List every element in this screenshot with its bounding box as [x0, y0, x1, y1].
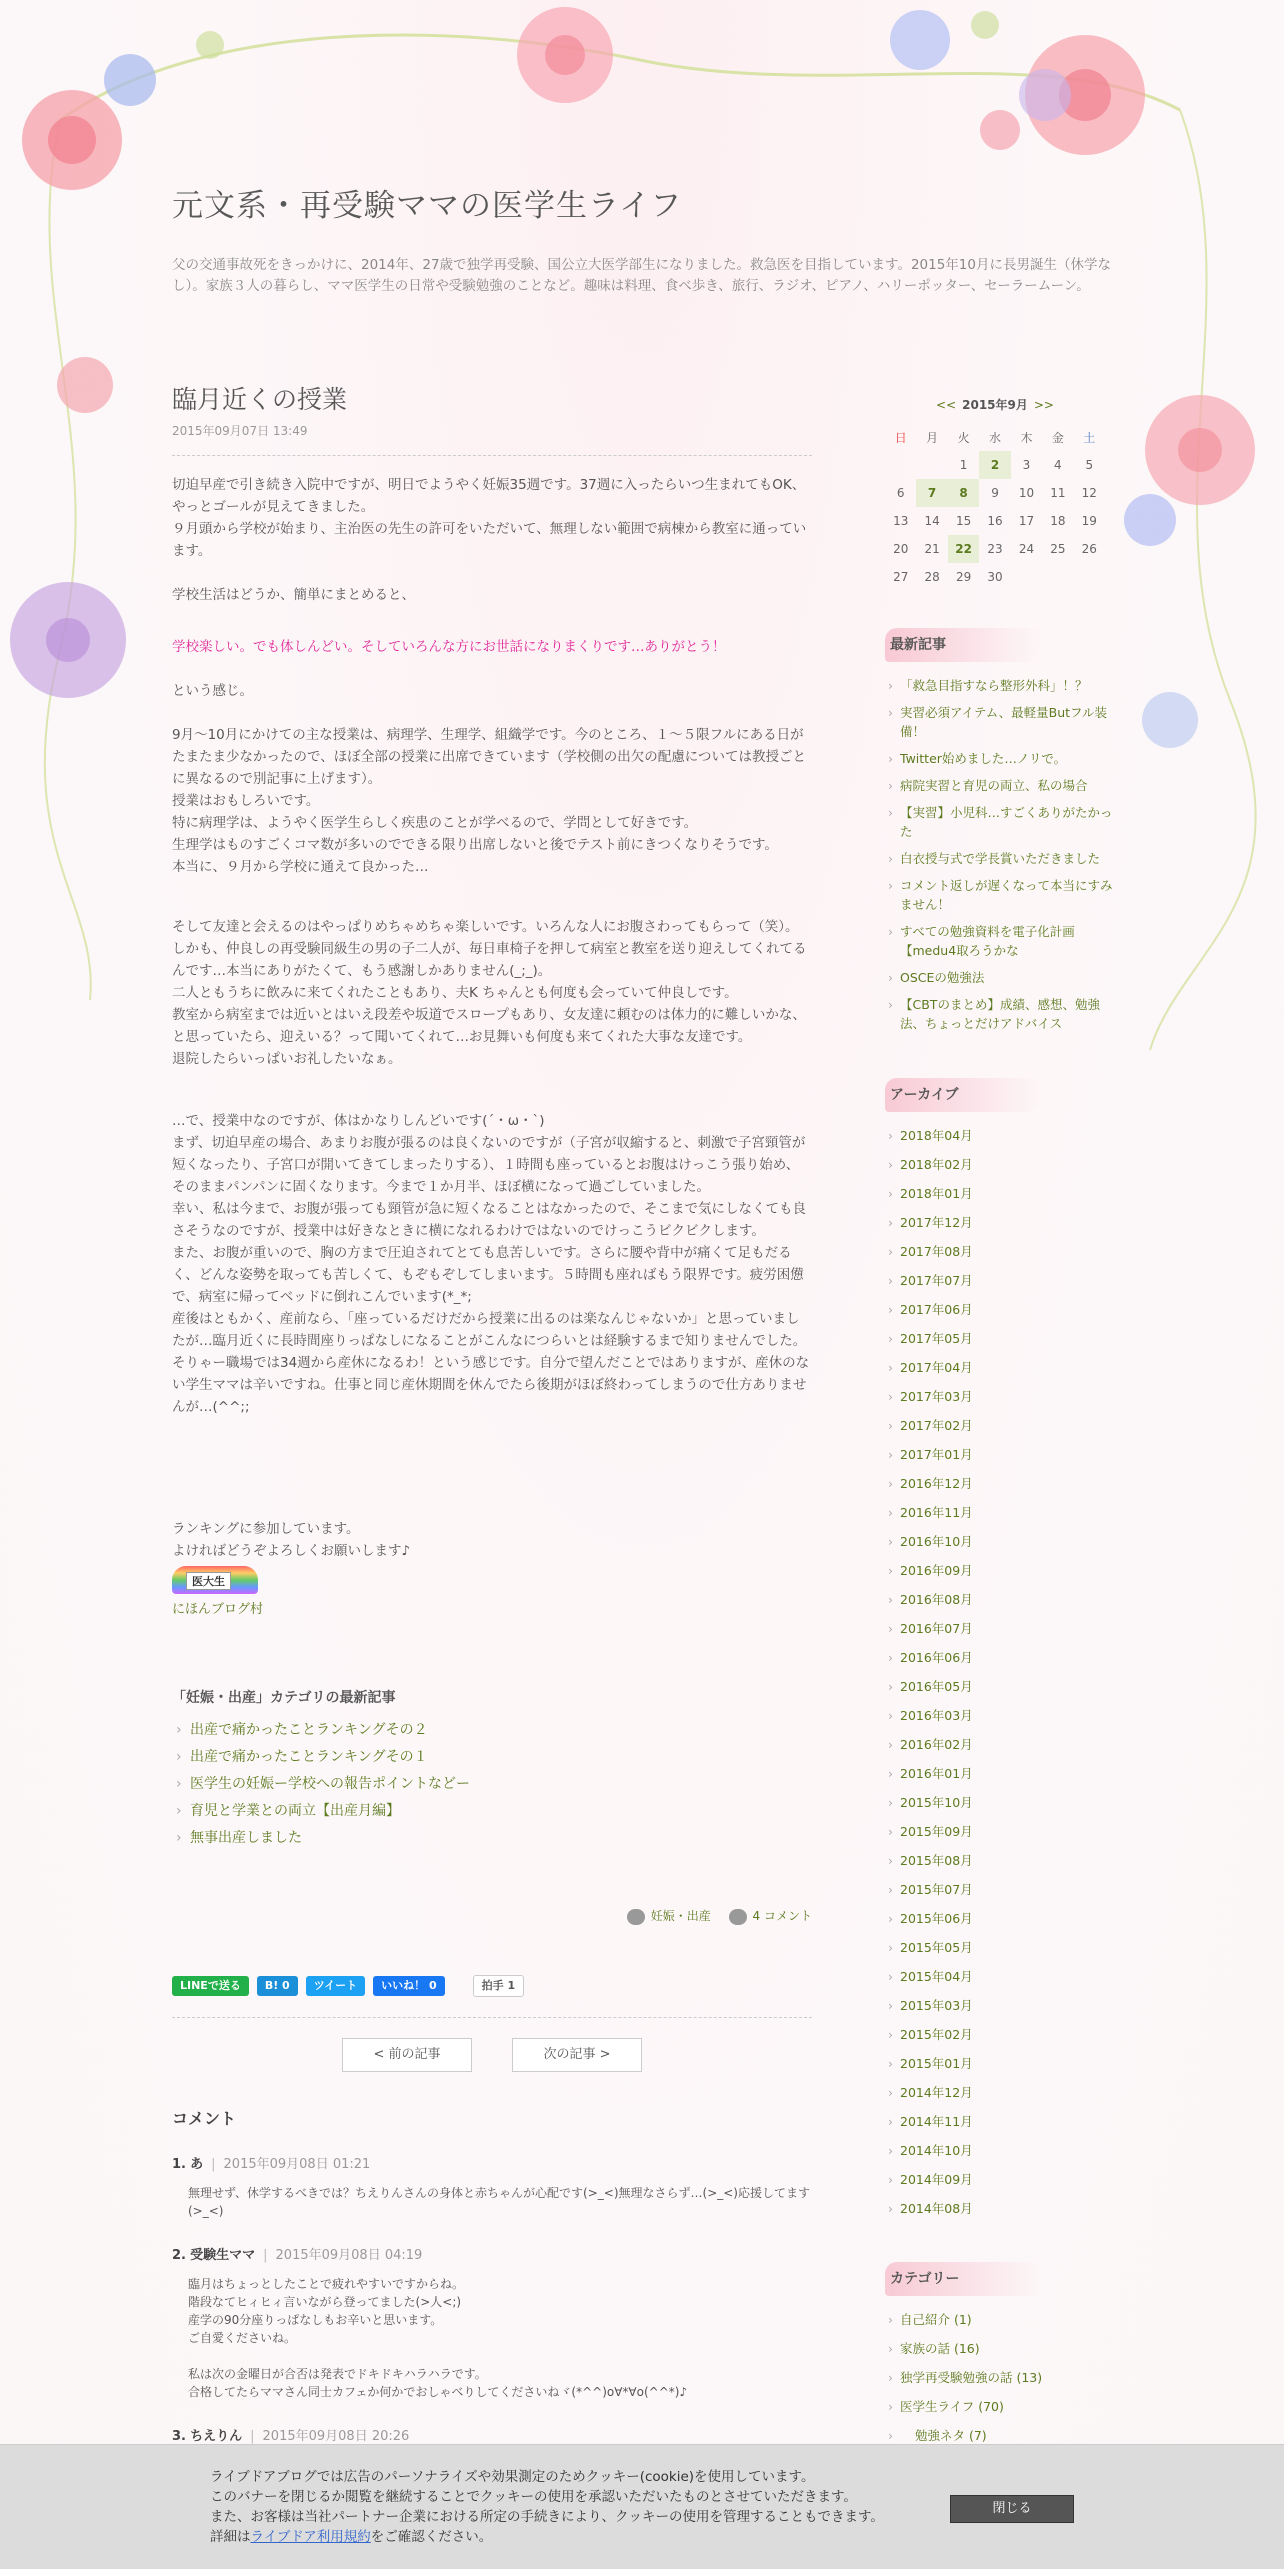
calendar-day: 30 [987, 570, 1003, 584]
post-navigation [172, 2017, 812, 2072]
comment-body: 臨月はちょっとしたことで疲れやすいですからね。 階段なてヒィヒィ言いながら登ってました(>人<;) 産学の90分座りっぱなしもお辛いと思います。 ご自愛くださいね。 私は次の金曜日が合否は発表でドキドキハラハラです。 合格してたらママさん同士カフェか何かでおしゃべりしてくださいねヾ(*^^)o∀*∀o(^^*)♪ [188, 2276, 688, 2399]
weekday-label: 木 [1020, 430, 1033, 445]
recent-posts-heading: 最新記事 [885, 628, 1040, 662]
archive-link[interactable]: › 2016年03月 [885, 1706, 1115, 1725]
archive-link[interactable]: › 2015年09月 [885, 1822, 1115, 1841]
share-bar [172, 1975, 812, 1997]
category-link[interactable]: › 家族の話 (16) [885, 2339, 1115, 2358]
comment-number: 2. [172, 2247, 186, 2263]
calendar-day[interactable] [916, 479, 947, 507]
post-comments-link[interactable]: 4 コメント [752, 1909, 812, 1923]
recent-post-link[interactable]: › 白衣授与式で学長賞いただきました [885, 849, 1115, 868]
categories [885, 2262, 1115, 2455]
comment-icon [729, 1909, 747, 1925]
archive-link[interactable]: › 2017年02月 [885, 1416, 1115, 1435]
calendar-day: 3 [1022, 458, 1031, 472]
folder-icon [627, 1909, 645, 1925]
prev-post-button[interactable]: < 前の記事 [342, 2038, 472, 2072]
calendar-grid [885, 423, 1105, 591]
hatena-bookmark-button[interactable]: B! 0 [257, 1976, 298, 1996]
archive-link[interactable]: › 2017年04月 [885, 1358, 1115, 1377]
calendar-day[interactable] [979, 451, 1010, 479]
archive-link[interactable]: › 2014年11月 [885, 2112, 1115, 2131]
post-paragraph: そして友達と会えるのはやっぱりめちゃめちゃ楽しいです。いろんな人にお腹さわってもらって（笑）。 しかも、仲良しの再受験同級生の男の子二人が、毎日車椅子を押して病室と教室を送り迎えしてくれてるんです…本当にありがたくて、もう感謝しかありません(_;_)。 二人ともうちに飲みに来てくれたこともあり、夫K ちゃんとも何度も会っていて仲良しです。 教室から病室までは近いとはいえ段差や坂道でスロープもあり、女友達に頼むのは体力的に難しいかな、と思っていたら、迎えいる？って聞いてくれて…お見舞いも何度も来てくれた大事な友達です。 退院したらいっぱいお礼したいなぁ。 [172, 919, 807, 1067]
comments-heading: コメント [172, 2108, 237, 2128]
calendar-day: 15 [955, 514, 972, 528]
archive-link[interactable]: › 2016年10月 [885, 1532, 1115, 1551]
calendar-month: 2015年9月 [962, 398, 1028, 412]
archive-link[interactable]: › 2016年08月 [885, 1590, 1115, 1609]
calendar-day: 24 [1018, 542, 1035, 556]
calendar-day [1011, 563, 1042, 591]
calendar-day[interactable] [948, 535, 980, 563]
calendar-prev-link[interactable]: << [936, 398, 957, 412]
cookie-line: また、お客様は当社パートナー企業における所定の手続きにより、クッキーの使用を管理することもできます。 [210, 2509, 884, 2525]
archive-link[interactable]: › 2016年05月 [885, 1677, 1115, 1696]
comment-author: あ [190, 2156, 204, 2172]
facebook-like-button[interactable]: いいね！ 0 [373, 1976, 444, 1996]
archive-link[interactable]: › 2015年05月 [885, 1938, 1115, 1957]
category-link[interactable]: › 自己紹介 (1) [885, 2310, 1115, 2329]
archive-link[interactable]: › 2017年05月 [885, 1329, 1115, 1348]
post-paragraph: 9月～10月にかけての主な授業は、病理学、生理学、組織学です。今のところ、１～５限フルにある日がたまたま少なかったので、ほぼ全部の授業に出席できています（学校側の出欠の配慮については教授ごとに異なるので別記事に上げます）。 授業はおもしろいです。 特に病理学は、ようやく医学生らしく疾患のことが学べるので、学問として好きです。 生理学はものすごくコマ数が多いのでできる限り出席しないと後でテスト前にきつくなりそうです。 本当に、９月から学校に通えて良かった… [172, 727, 806, 875]
recent-post-link[interactable]: › コメント返しが遅くなって本当にすみません！ [885, 876, 1115, 914]
archive-link[interactable]: › 2017年08月 [885, 1242, 1115, 1261]
clap-button[interactable]: 拍手 1 [473, 1975, 524, 1997]
weekday-label: 日 [894, 430, 907, 445]
calendar-day: 10 [1018, 486, 1035, 500]
line-share-button[interactable]: LINEで送る [172, 1976, 249, 1996]
post-highlight: 学校楽しい。でも体しんどい。そしていろんな方にお世話になりまくりです…ありがとう！ [172, 639, 726, 655]
calendar-day: 6 [896, 486, 905, 500]
calendar-day: 27 [893, 570, 909, 584]
comment-date: 2015年09月08日 20:26 [262, 2428, 410, 2444]
archive-link[interactable]: › 2016年06月 [885, 1648, 1115, 1667]
archive-link[interactable]: › 2015年07月 [885, 1880, 1115, 1899]
weekday-label: 金 [1051, 430, 1064, 445]
archive-link[interactable]: › 2016年02月 [885, 1735, 1115, 1754]
archive-link[interactable]: › 2015年08月 [885, 1851, 1115, 1870]
cookie-text [210, 2467, 970, 2547]
comment-date: 2015年09月08日 04:19 [275, 2247, 423, 2263]
calendar-day: 18 [1050, 514, 1066, 528]
comment-author: 受験生ママ [190, 2247, 256, 2263]
recent-post-link[interactable]: › 「救急目指すなら整形外科」！？ [885, 676, 1115, 695]
calendar-day: 12 [1081, 486, 1097, 500]
recent-post-link[interactable]: › 実習必須アイテム、最軽量Butフル装備！ [885, 703, 1115, 741]
archive-link[interactable]: › 2015年03月 [885, 1996, 1115, 2015]
calendar-day[interactable] [948, 479, 980, 507]
calendar-day: 14 [924, 514, 940, 528]
comment-date: 2015年09月08日 01:21 [223, 2156, 371, 2172]
post-date: 2015年09月07日 13:49 [172, 424, 308, 438]
calendar-day-link[interactable]: 8 [959, 486, 968, 500]
calendar-day: 1 [959, 458, 968, 472]
archive-link[interactable]: › 2017年06月 [885, 1300, 1115, 1319]
category-link[interactable]: › 独学再受験勉強の話 (13) [885, 2368, 1115, 2387]
category-latest [172, 1687, 812, 1852]
divider [172, 455, 812, 456]
calendar-day: 25 [1050, 542, 1066, 556]
comment-author: ちえりん [190, 2428, 243, 2444]
terms-link[interactable]: ライブドア利用規約 [250, 2529, 371, 2545]
close-cookie-button[interactable]: 閉じる [950, 2495, 1074, 2523]
comment-item: 1. あ | 2015年09月08日 01:21 無理せず、休学するべきでは？ちえりんさんの身体と赤ちゃんが心配です(>_<)無理なさらず…(>_<)応援してます(>_<) [172, 2156, 810, 2218]
calendar [885, 396, 1105, 591]
calendar-day: 13 [893, 514, 909, 528]
list-item[interactable]: › 出産で痛かったことランキングその１ [172, 1744, 812, 1771]
archive-link[interactable]: › 2017年12月 [885, 1213, 1115, 1232]
comment-item: 3. ちえりん | 2015年09月08日 20:26 [172, 2428, 410, 2444]
recent-posts-list [885, 676, 1115, 1033]
post-paragraph: …で、授業中なのですが、体はかなりしんどいです(´・ω・`) まず、切迫早産の場合、あまりお腹が張るのは良くないのですが（子宮が収縮すると、刺激で子宮頸管が短くなったり、子宮口が開いてきてしまったりする）、１時間も座っているとお腹はけっこう張り始め、そのままパンパンに固くなります。今まで１か月半、ほぼ横になって過ごしていました。 幸い、私は今まで、お腹が張っても頸管が急に短くなることはなかったので、そこまで気にしなくても良さそうなのですが、授業中は好きなときに横になれるわけではないのでけっこうビクビクします。 また、お腹が重いので、胸の方まで圧迫されてとても息苦しいです。さらに腰や背中が痛くて足もだるく、どんな姿勢を取っても苦しくて、もぞもぞしてしまいます。５時間も座ればもう限界です。疲労困憊で、病室に帰ってベッドに倒れこんでいます(*_*; 産後はともかく、産前なら、「座っているだけだから授業に出るのは楽なんじゃないか」と思っていましたが…臨月近くに長時間座りっぱなしになることがこんなにつらいとは経験するまで知りませんでした。そりゃー職場では34週から産休になるわ！という感じです。自分で望んだことではありますが、産休のない学生ママは辛いですね。仕事と同じ産休期間を休んでたら後期がほぼ終わってしまうので仕方ありませんが…(^^;; [172, 1113, 810, 1415]
comment-item: 2. 受験生ママ | 2015年09月08日 04:19 臨月はちょっとしたことで疲れやすいですからね。 階段なてヒィヒィ言いながら登ってました(>人<;) 産学の90分座りっぱなしもお辛いと思います。 ご自愛くださいね。 私は次の金曜日が合否は発表でドキドキハラハラです。 合格してたらママさん同士カフェか何かでおしゃべりしてくださいねヾ(*^^)o∀*∀o(^^*)♪ [172, 2244, 812, 2401]
calendar-day: 19 [1081, 514, 1097, 528]
archive-link[interactable]: › 2017年07月 [885, 1271, 1115, 1290]
archive-link[interactable]: › 2014年12月 [885, 2083, 1115, 2102]
calendar-day: 26 [1081, 542, 1097, 556]
ranking-text: ランキングに参加しています。 よければどうぞよろしくお願いします♪ [172, 1521, 411, 1559]
cookie-banner [0, 2444, 1284, 2569]
categories-list [885, 2310, 1115, 2445]
blog-header [172, 180, 1112, 297]
calendar-day [1042, 563, 1073, 591]
archive [885, 1078, 1115, 2228]
calendar-day: 4 [1054, 458, 1062, 472]
archive-link[interactable]: › 2017年03月 [885, 1387, 1115, 1406]
archive-link[interactable]: › 2018年01月 [885, 1184, 1115, 1203]
archive-link[interactable]: › 2016年12月 [885, 1474, 1115, 1493]
post-paragraph: という感じ。 [172, 683, 253, 699]
categories-heading: カテゴリー [885, 2262, 1040, 2296]
comment-body: 無理せず、休学するべきでは？ちえりんさんの身体と赤ちゃんが心配です(>_<)無理なさらず…(>_<)応援してます(>_<) [188, 2185, 810, 2218]
calendar-next-link[interactable]: >> [1033, 398, 1054, 412]
category-latest-list [172, 1717, 812, 1852]
weekday-label: 月 [926, 430, 939, 445]
weekday-label: 土 [1083, 430, 1096, 445]
calendar-day [885, 451, 916, 479]
post-title[interactable]: 臨月近くの授業 [172, 385, 348, 414]
archive-link[interactable]: › 2014年08月 [885, 2199, 1115, 2218]
recent-post-link[interactable]: › 【CBTのまとめ】成績、感想、勉強法、ちょっとだけアドバイス [885, 995, 1115, 1033]
next-post-button[interactable]: 次の記事 > [512, 2038, 642, 2072]
list-item[interactable]: › 医学生の妊娠ー学校への報告ポイントなどー [172, 1771, 812, 1798]
archive-link[interactable]: › 2016年07月 [885, 1619, 1115, 1638]
category-latest-heading: 「妊娠・出産」カテゴリの最新記事 [172, 1690, 396, 1706]
ranking-banner[interactable] [172, 1566, 258, 1594]
post-footer [172, 1907, 812, 1925]
subcategory-link[interactable]: › 勉強ネタ (7) [885, 2426, 1115, 2445]
archive-link[interactable]: › 2017年01月 [885, 1445, 1115, 1464]
banner-label: 医大生 [186, 1572, 231, 1590]
calendar-day: 5 [1085, 458, 1094, 472]
archive-link[interactable]: › 2016年09月 [885, 1561, 1115, 1580]
comment-number: 3. [172, 2428, 186, 2444]
calendar-day: 11 [1050, 486, 1066, 500]
blog-title[interactable]: 元文系・再受験ママの医学生ライフ [172, 188, 683, 224]
calendar-day: 28 [924, 570, 940, 584]
recent-post-link[interactable]: › Twitter始めました…ノリで。 [885, 749, 1115, 768]
calendar-day: 9 [991, 486, 999, 500]
calendar-day: 17 [1018, 514, 1035, 528]
archive-link[interactable]: › 2018年02月 [885, 1155, 1115, 1174]
comment-number: 1. [172, 2156, 186, 2172]
calendar-day [1074, 563, 1105, 591]
archive-link[interactable]: › 2015年02月 [885, 2025, 1115, 2044]
cookie-detail-suffix: をご確認ください。 [370, 2529, 493, 2545]
calendar-day-link[interactable]: 2 [990, 458, 1000, 472]
archive-link[interactable]: › 2016年11月 [885, 1503, 1115, 1522]
recent-post-link[interactable]: › OSCEの勉強法 [885, 968, 1115, 987]
recent-post-link[interactable]: › すべての勉強資料を電子化計画【medu4取ろうかな [885, 922, 1115, 960]
list-item[interactable]: › 無事出産しました [172, 1825, 812, 1852]
archive-link[interactable]: › 2014年10月 [885, 2141, 1115, 2160]
archive-link[interactable]: › 2016年01月 [885, 1764, 1115, 1783]
calendar-day: 29 [955, 570, 972, 584]
category-link[interactable]: › 医学生ライフ (70) [885, 2397, 1115, 2416]
post-category-link[interactable]: 妊娠・出産 [650, 1909, 711, 1923]
calendar-day: 23 [987, 542, 1003, 556]
calendar-day: 20 [893, 542, 909, 556]
recent-post-link[interactable]: › 【実習】小児科…すごくありがたかった [885, 803, 1115, 841]
cookie-line: このバナーを閉じるか閲覧を継続することでクッキーの使用を承認いただいたものとさせていただきます。 [210, 2489, 857, 2505]
blog-description: 父の交通事故死をきっかけに、2014年、27歳で独学再受験、国公立大医学部生になりました。救急医を目指しています。2015年10月に長男誕生（休学なし）。家族３人の暮らし、ママ医学生の日常や受験勉強のことなど。趣味は料理、食べ歩き、旅行、ラジオ、ピアノ、ハリーポッター、セーラームーン。 [172, 257, 1111, 294]
archive-list [885, 1126, 1115, 2218]
archive-heading: アーカイブ [885, 1078, 1040, 1112]
archive-link[interactable]: › 2018年04月 [885, 1126, 1115, 1145]
recent-post-link[interactable]: › 病院実習と育児の両立、私の場合 [885, 776, 1115, 795]
calendar-day: 16 [987, 514, 1003, 528]
main-column [172, 380, 812, 2444]
list-item[interactable]: › 育児と学業との両立【出産月編】 [172, 1798, 812, 1825]
archive-link[interactable]: › 2015年06月 [885, 1909, 1115, 1928]
weekday-label: 水 [989, 430, 1002, 445]
archive-link[interactable]: › 2015年04月 [885, 1967, 1115, 1986]
post-paragraph: 切迫早産で引き続き入院中ですが、明日でようやく妊娠35週です。37週に入ったらいつ生まれてもOK、やっとゴールが見えてきました。 ９月頭から学校が始まり、主治医の先生の許可をいただいて、無理しない範囲で病棟から教室に通っています。 学校生活はどうか、簡単にまとめると、 [172, 477, 807, 603]
archive-link[interactable]: › 2015年01月 [885, 2054, 1115, 2073]
cookie-line: ライブドアブログでは広告のパーソナライズや効果測定のためクッキー(cookie)を使用しています。 [210, 2469, 815, 2485]
archive-link[interactable]: › 2014年09月 [885, 2170, 1115, 2189]
archive-link[interactable]: › 2015年10月 [885, 1793, 1115, 1812]
calendar-day-link[interactable]: 22 [955, 542, 972, 556]
list-item[interactable]: › 出産で痛かったことランキングその２ [172, 1717, 812, 1744]
calendar-day-link[interactable]: 7 [927, 486, 937, 500]
weekday-label: 火 [957, 430, 970, 445]
calendar-day [916, 451, 947, 479]
cookie-detail-prefix: 詳細は [210, 2529, 251, 2545]
calendar-day: 21 [924, 542, 940, 556]
tweet-button[interactable]: ツイート [306, 1976, 365, 1996]
blogmura-link[interactable]: にほんブログ村 [172, 1602, 264, 1617]
recent-posts [885, 628, 1115, 1041]
